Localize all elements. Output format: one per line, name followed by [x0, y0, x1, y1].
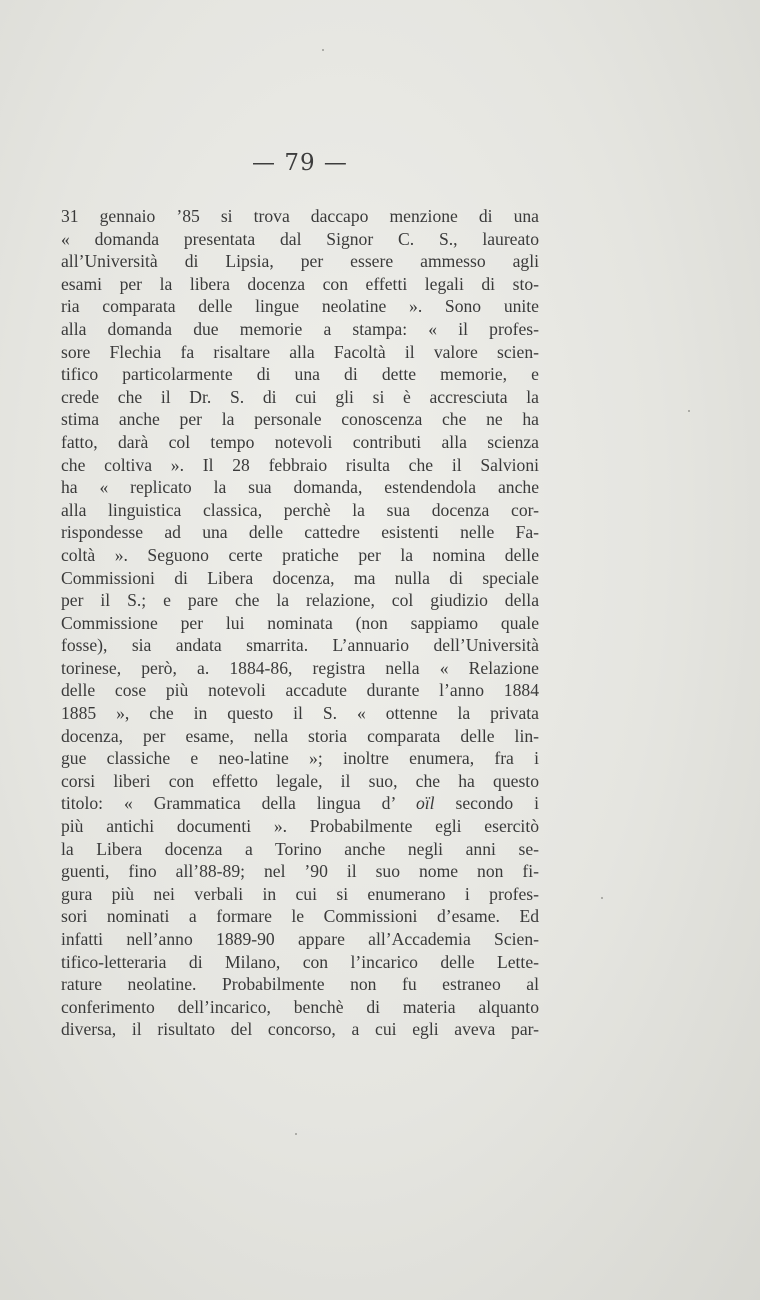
text-line: guenti, fino all’88-89; nel ’90 il suo nome non fi-	[61, 861, 539, 882]
text-line: crede che il Dr. S. di cui gli si è accresciuta la	[61, 386, 539, 407]
text-line: sori nominati a formare le Commissioni d’esame. Ed	[61, 906, 539, 927]
paper-speck	[601, 897, 603, 899]
text-line: che coltiva ». Il 28 febbraio risulta che il Salvioni	[61, 454, 539, 475]
text-line: conferimento dell’incarico, benchè di materia alquanto	[61, 996, 539, 1017]
text-line: « domanda presentata dal Signor C. S., laureato	[61, 228, 539, 249]
text-line: rispondesse ad una delle cattedre esistenti nelle Fa-	[61, 522, 539, 543]
text-line: 1885 », che in questo il S. « ottenne la privata	[61, 703, 539, 724]
text-line: 31 gennaio ’85 si trova daccapo menzione di una	[61, 206, 539, 226]
text-line: gura più nei verbali in cui si enumerano i profes-	[61, 883, 539, 904]
text-line: stima anche per la personale conoscenza che ne ha	[61, 409, 539, 430]
text-line: titolo: « Grammatica della lingua d’ oïl secondo i	[61, 793, 539, 814]
text-line: docenza, per esame, nella storia comparata delle lin-	[61, 725, 539, 746]
text-line: rature neolatine. Probabilmente non fu estraneo al	[61, 974, 539, 995]
text-line: torinese, però, a. 1884-86, registra nella « Relazione	[61, 657, 539, 678]
text-line: delle cose più notevoli accadute durante l’anno 1884	[61, 680, 539, 701]
paper-speck	[322, 49, 324, 51]
paper-speck	[295, 1133, 297, 1135]
body-text	[61, 205, 539, 1041]
text-line: Commissione per lui nominata (non sappiamo quale	[61, 612, 539, 633]
text-line: diversa, il risultato del concorso, a cui egli aveva par-	[61, 1019, 539, 1040]
text-line: fosse), sia andata smarrita. L’annuario dell’Università	[61, 635, 539, 656]
text-line: Commissioni di Libera docenza, ma nulla di speciale	[61, 567, 539, 588]
text-line: coltà ». Seguono certe pratiche per la nomina delle	[61, 544, 539, 565]
text-line: corsi liberi con effetto legale, il suo, che ha questo	[61, 770, 539, 791]
text-line: alla domanda due memorie a stampa: « il profes-	[61, 318, 539, 339]
text-line: sore Flechia fa risaltare alla Facoltà il valore scien-	[61, 341, 539, 362]
text-line: tifico particolarmente di una di dette memorie, e	[61, 364, 539, 385]
page-number: — 79 —	[252, 150, 348, 176]
text-line: alla linguistica classica, perchè la sua docenza cor-	[61, 499, 539, 520]
text-line: tifico-letteraria di Milano, con l’incarico delle Lette-	[61, 951, 539, 972]
text-line: infatti nell’anno 1889-90 appare all’Accademia Scien-	[61, 929, 539, 949]
text-line: ria comparata delle lingue neolatine ». Sono unite	[61, 296, 539, 317]
text-line: ha « replicato la sua domanda, estendendola anche	[61, 477, 539, 498]
text-line: fatto, darà col tempo notevoli contributi alla scienza	[61, 431, 539, 452]
text-line: gue classiche e neo-latine »; inoltre enumera, fra i	[61, 748, 539, 769]
text-line: la Libera docenza a Torino anche negli anni se-	[61, 838, 539, 859]
text-line: per il S.; e pare che la relazione, col giudizio della	[61, 590, 539, 611]
text-line: esami per la libera docenza con effetti legali di sto-	[61, 273, 539, 294]
paper-speck	[688, 410, 690, 412]
text-line: all’Università di Lipsia, per essere ammesso agli	[61, 251, 539, 272]
text-line: più antichi documenti ». Probabilmente egli esercitò	[61, 816, 539, 837]
